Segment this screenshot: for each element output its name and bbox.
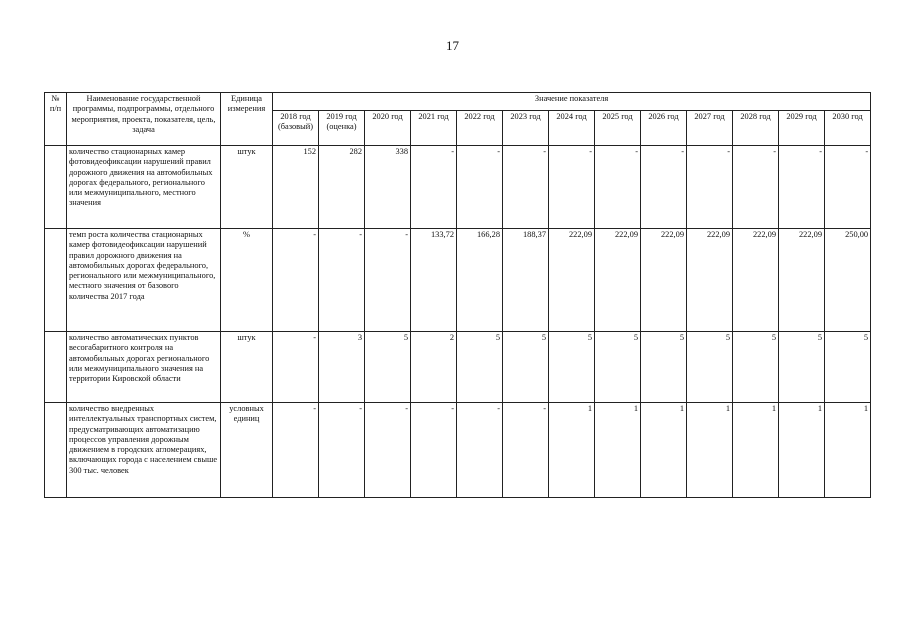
indicator-value: - <box>273 332 319 403</box>
indicator-value: 2 <box>411 332 457 403</box>
header-year: 2023 год <box>503 111 549 146</box>
indicator-value: 222,09 <box>641 229 687 332</box>
header-year: 2025 год <box>595 111 641 146</box>
indicator-value: 3 <box>319 332 365 403</box>
header-year: 2018 год (базовый) <box>273 111 319 146</box>
indicator-value: - <box>319 229 365 332</box>
indicator-value: - <box>595 146 641 229</box>
indicator-value: 222,09 <box>733 229 779 332</box>
indicator-name: количество стационарных камер фотовидеофиксации нарушений правил дорожного движения на автомобильных дорогах федерального, регионального или межмуниципального, местного значения <box>67 146 221 229</box>
indicator-unit: % <box>221 229 273 332</box>
indicator-value: 5 <box>687 332 733 403</box>
indicator-value: 1 <box>687 403 733 498</box>
indicator-value: - <box>411 146 457 229</box>
header-num: № п/п <box>45 93 67 146</box>
row-num <box>45 229 67 332</box>
indicator-value: - <box>549 146 595 229</box>
indicator-value: - <box>503 403 549 498</box>
header-year: 2029 год <box>779 111 825 146</box>
row-num <box>45 332 67 403</box>
indicators-table <box>44 92 871 498</box>
indicator-value: - <box>503 146 549 229</box>
table-row <box>45 146 871 229</box>
indicator-value: 222,09 <box>779 229 825 332</box>
indicator-value: 250,00 <box>825 229 871 332</box>
table-row <box>45 229 871 332</box>
header-unit: Единица измерения <box>221 93 273 146</box>
indicator-name: темп роста количества стационарных камер фотовидеофиксации нарушений правил дорожного движения на автомобильных дорогах федерального, регионального или межмуниципального, местного значения от базового количества 2017 года <box>67 229 221 332</box>
indicator-value: - <box>687 146 733 229</box>
indicator-value: - <box>457 146 503 229</box>
indicator-value: 166,28 <box>457 229 503 332</box>
indicator-value: - <box>457 403 503 498</box>
indicator-value: 5 <box>365 332 411 403</box>
indicator-value: 5 <box>641 332 687 403</box>
indicator-value: 1 <box>733 403 779 498</box>
header-name: Наименование государственной программы, подпрограммы, отдельного мероприятия, проекта, показателя, цель, задача <box>67 93 221 146</box>
indicator-value: 5 <box>733 332 779 403</box>
indicator-value: 5 <box>595 332 641 403</box>
indicator-value: 222,09 <box>595 229 641 332</box>
row-num <box>45 403 67 498</box>
indicator-value: 1 <box>779 403 825 498</box>
indicator-value: - <box>319 403 365 498</box>
header-year: 2022 год <box>457 111 503 146</box>
header-year: 2026 год <box>641 111 687 146</box>
header-year: 2027 год <box>687 111 733 146</box>
indicator-value: 152 <box>273 146 319 229</box>
indicator-value: 5 <box>457 332 503 403</box>
indicator-value: 133,72 <box>411 229 457 332</box>
indicator-value: 1 <box>549 403 595 498</box>
indicator-value: 222,09 <box>687 229 733 332</box>
indicator-value: - <box>411 403 457 498</box>
indicator-value: 1 <box>641 403 687 498</box>
table-row <box>45 332 871 403</box>
indicator-name: количество внедренных интеллектуальных транспортных систем, предусматривающих автоматизацию процессов управления дорожным движением в городских агломерациях, включающих города с населением свыше 300 тыс. человек <box>67 403 221 498</box>
indicator-value: 282 <box>319 146 365 229</box>
indicator-value: - <box>825 146 871 229</box>
indicator-value: 5 <box>549 332 595 403</box>
indicator-value: - <box>641 146 687 229</box>
page-number: 17 <box>446 38 459 53</box>
indicator-value: - <box>365 229 411 332</box>
indicator-unit: условных единиц <box>221 403 273 498</box>
indicator-unit: штук <box>221 146 273 229</box>
indicator-unit: штук <box>221 332 273 403</box>
header-year: 2024 год <box>549 111 595 146</box>
indicator-value: 188,37 <box>503 229 549 332</box>
header-year: 2019 год (оценка) <box>319 111 365 146</box>
header-year: 2028 год <box>733 111 779 146</box>
indicator-value: 338 <box>365 146 411 229</box>
header-year: 2030 год <box>825 111 871 146</box>
indicator-value: - <box>365 403 411 498</box>
row-num <box>45 146 67 229</box>
indicator-value: 1 <box>595 403 641 498</box>
indicator-value: 5 <box>825 332 871 403</box>
header-values: Значение показателя <box>273 93 871 111</box>
header-year: 2020 год <box>365 111 411 146</box>
indicator-value: - <box>273 403 319 498</box>
indicator-value: 222,09 <box>549 229 595 332</box>
indicator-value: 1 <box>825 403 871 498</box>
indicator-value: 5 <box>503 332 549 403</box>
indicator-name: количество автоматических пунктов весогабаритного контроля на автомобильных дорогах регионального или межмуниципального значения на территории Кировской области <box>67 332 221 403</box>
indicator-value: - <box>779 146 825 229</box>
indicator-value: - <box>273 229 319 332</box>
indicator-value: - <box>733 146 779 229</box>
header-year: 2021 год <box>411 111 457 146</box>
indicator-value: 5 <box>779 332 825 403</box>
table-row <box>45 403 871 498</box>
